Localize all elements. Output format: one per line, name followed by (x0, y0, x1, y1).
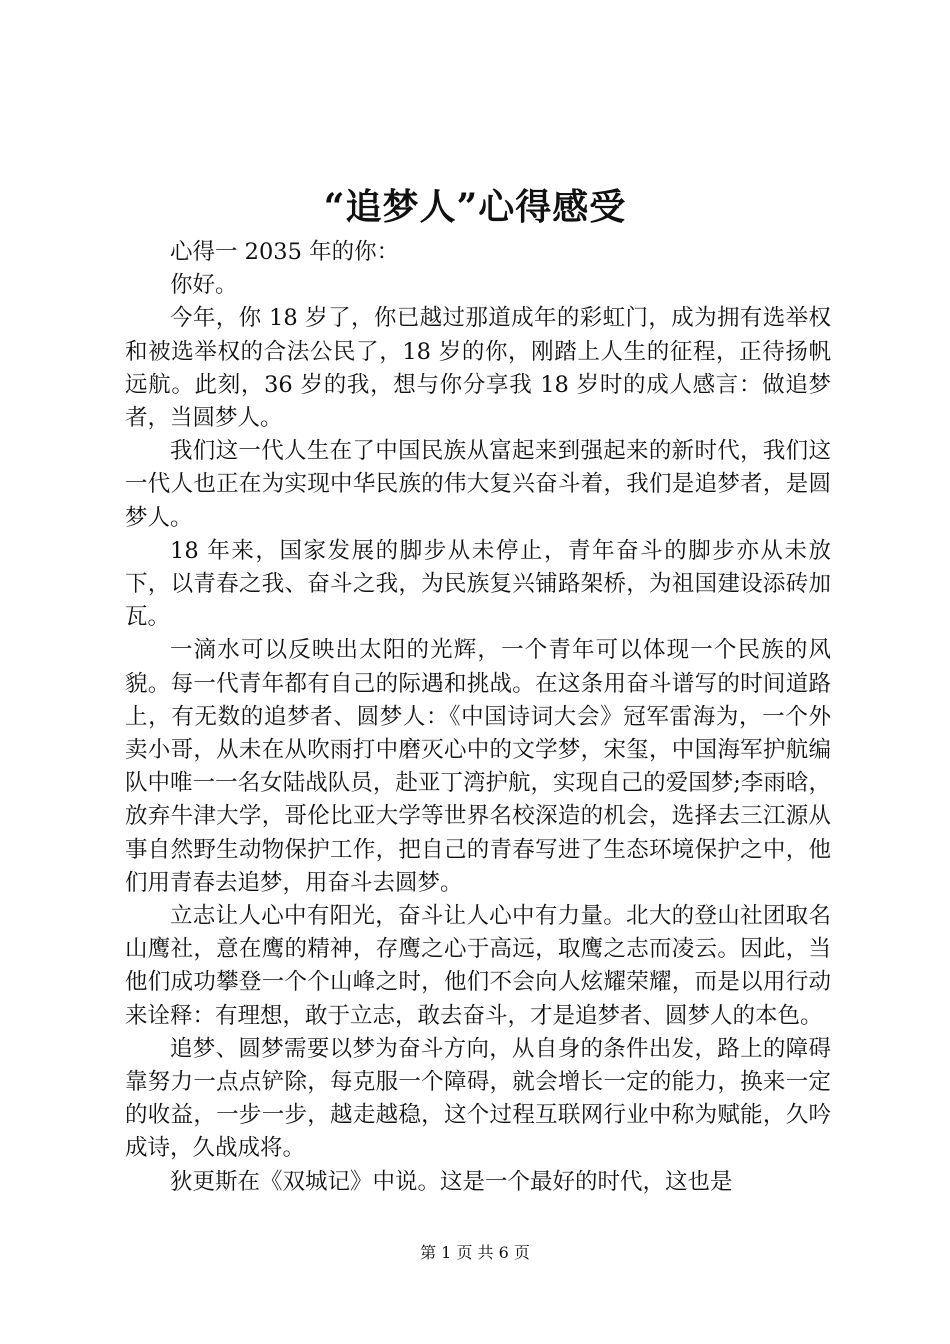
document-title: “追梦人”心得感受 (323, 186, 627, 228)
paragraph: 立志让人心中有阳光，奋斗让人心中有力量。北大的登山社团取名山鹰社，意在鹰的精神，存鹰之心于高远，取鹰之志而凌云。因此，当他们成功攀登一个个山峰之时，他们不会向人炫耀荣耀，而是以用行动来诠释：有理想，敢于立志，敢去奋斗，才是追梦者、圆梦人的本色。 (125, 903, 831, 1029)
paragraph-greeting: 你好。 (170, 272, 238, 299)
paragraph-salutation: 心得一 2035 年的你： (170, 239, 400, 265)
paragraph: 我们这一代人生在了中国民族从富起来到强起来的新时代，我们这一代人也正在为实现中华民族的伟大复兴奋斗着，我们是追梦者，是圆梦人。 (125, 438, 831, 531)
document-body (125, 236, 831, 1199)
paragraph: 18 年来，国家发展的脚步从未停止，青年奋斗的脚步亦从未放下，以青春之我、奋斗之我，为民族复兴铺路架桥，为祖国建设添砖加瓦。 (125, 537, 831, 631)
paragraph: 一滴水可以反映出太阳的光辉，一个青年可以体现一个民族的风貌。每一代青年都有自己的际遇和挑战。在这条用奋斗谱写的时间道路上，有无数的追梦者、圆梦人：《中国诗词大会》冠军雷海为，一个外卖小哥，从未在从吹雨打中磨灭心中的文学梦，宋玺，中国海军护航编队中唯一一名女陆战队员，赴亚丁湾护航，实现自己的爱国梦;李雨晗，放弃牛津大学，哥伦比亚大学等世界名校深造的机会，选择去三江源从事自然野生动物保护工作，把自己的青春写进了生态环境保护之中，他们用青春去追梦，用奋斗去圆梦。 (125, 637, 831, 896)
page-footer: 第 1 页 共 6 页 (420, 1243, 530, 1262)
paragraph: 追梦、圆梦需要以梦为奋斗方向，从自身的条件出发，路上的障碍靠努力一点点铲除，每克服一个障碍，就会增长一定的能力，换来一定的收益，一步一步，越走越稳，这个过程互联网行业中称为赋能，久吟成诗，久战成将。 (125, 1035, 831, 1162)
paragraph: 狄更斯在《双城记》中说。这是一个最好的时代，这也是 (170, 1168, 733, 1195)
paragraph: 今年，你 18 岁了，你已越过那道成年的彩虹门，成为拥有选举权和被选举权的合法公民了，18 岁的你，刚踏上人生的征程，正待扬帆远航。此刻，36 岁的我，想与你分享我 18 岁时的成人感言：做追梦者，当圆梦人。 (125, 305, 831, 432)
